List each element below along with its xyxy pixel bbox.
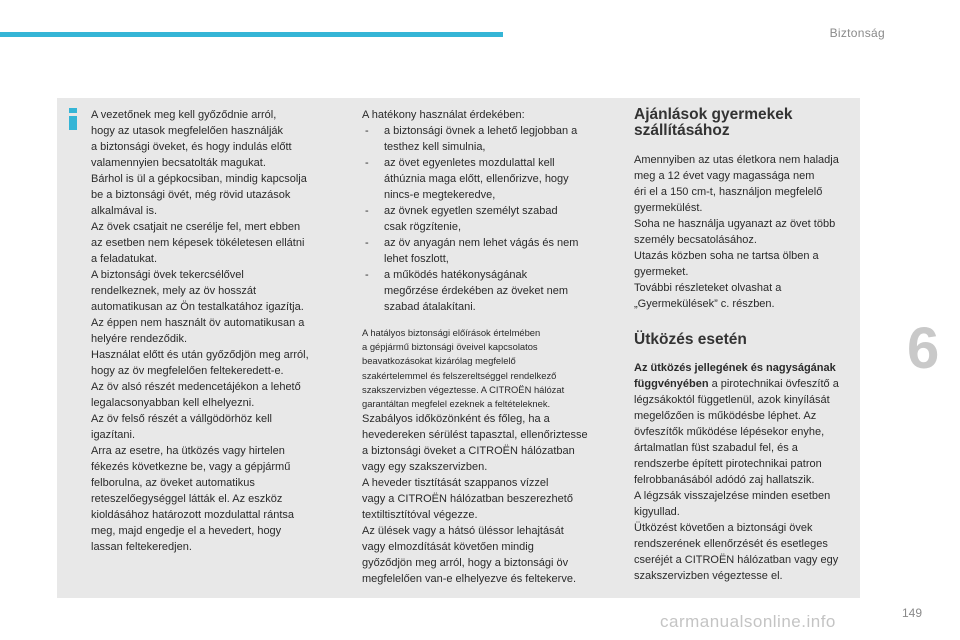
- children-heading: Ajánlások gyermekek szállításához: [634, 106, 793, 139]
- effective-use-list: [362, 123, 614, 315]
- info-icon: [63, 108, 83, 130]
- list-dash: -: [365, 125, 369, 137]
- collision-lead: Az ütközés jellegének és nagyságának függvényében: [634, 362, 836, 390]
- list-item: [362, 267, 614, 315]
- collision-text: [634, 360, 864, 584]
- watermark: carmanualsonline.info: [660, 612, 836, 631]
- list-item-text: a biztonsági övnek a lehető legjobban a testhez kell simulnia,: [384, 125, 578, 153]
- list-dash: -: [365, 205, 369, 217]
- chapter-number: 6: [907, 316, 940, 381]
- list-item: [362, 123, 614, 155]
- section-title: Biztonság: [829, 26, 885, 40]
- column-right: [634, 107, 864, 584]
- list-item: [362, 155, 614, 203]
- info-icon-dot: [69, 108, 77, 113]
- collision-heading: Ütközés esetén: [634, 331, 747, 348]
- list-item-text: az öv anyagán nem lehet vágás és nem lehet foszlott,: [384, 237, 579, 265]
- seatbelt-usage-text: A vezetőnek meg kell győződnie arról, hogy az utasok megfelelően használják a biztonsági öveket, és hogy indulás előtt valamennyien becsatolták magukat. Bárhol is ül a gépkocsiban, mindig kapcsolja be a biztonsági övét, még rövid utazások alkalmával is. Az övek csatjait ne cserélje fel, mert ebben az esetben nem képesek tökéletesen ellátni a feladatukat. A biztonsági övek tekercsélővel rendelkeznek, mely az öv hosszát automatikusan az Ön testalkatához igazítja. Az éppen nem használt öv automatikusan a helyére rendeződik. Használat előtt és után győződjön meg arról, hogy az öv megfelelően feltekeredett-e. Az öv alsó részét medencetájékon a lehető legalacsonyabban kell elhelyezni. Az öv felső részét a vállgödörhöz kell igazítani. Arra az esetre, ha ütközés vagy hirtelen fékezés következne be, vagy a gépjármű felborulna, az öveket automatikus reteszelőegységgel látták el. Az eszköz kioldásához határozott mozdulattal rántsa meg, majd engedje el a hevedert, hogy lassan feltekeredjen.: [91, 109, 309, 553]
- column-left: [91, 107, 351, 555]
- info-icon-bar: [69, 116, 77, 130]
- list-dash: -: [365, 269, 369, 281]
- accent-bar: [0, 32, 503, 37]
- list-dash: -: [365, 237, 369, 249]
- effective-use-intro: A hatékony használat érdekében:: [362, 109, 525, 121]
- regulation-note: A hatályos biztonsági előírások értelmében a gépjármű biztonsági öveivel kapcsolatos beavatkozásokat kizárólag megfelelő szakértelemmel és felszereltséggel rendelkező szakszervizben végeztesse. A CITROËN hálózat garantáltan megfelel ezeknek a feltételeknek.: [362, 327, 565, 410]
- list-item-text: az övet egyenletes mozdulattal kell áthúznia maga előtt, ellenőrizve, hogy nincs-e megtekeredve,: [384, 157, 569, 201]
- list-item-text: az övnek egyetlen személyt szabad csak rögzítenie,: [384, 205, 558, 233]
- column-middle: [362, 107, 614, 587]
- list-item: [362, 203, 614, 235]
- children-text: Amennyiben az utas életkora nem haladja meg a 12 évet vagy magassága nem éri el a 150 cm-t, használjon megfelelő gyermekülést. Soha ne használja ugyanazt az övet több személy becsatolásához. Utazás közben soha ne tartsa ölben a gyermeket. További részleteket olvashat a „Gyermekülések” c. részben.: [634, 154, 839, 310]
- list-item: [362, 235, 614, 267]
- list-item-text: a működés hatékonyságának megőrzése érdekében az öveket nem szabad átalakítani.: [384, 269, 569, 313]
- page-number: 149: [901, 606, 922, 620]
- collision-body: a pirotechnikai övfeszítő a légzsákoktól függetlenül, azok kinyílását megelőzően is működésbe léphet. Az övfeszítők működése lépésekor enyhe, ártalmatlan füst szabadul fel, és a rendszerbe épített pirotechnikai patron felrobbanásából adódó zaj hallatszik. A légzsák visszajelzése minden esetben kigyullad. Ütközést követően a biztonsági övek rendszerének ellenőrzését és esetleges cseréjét a CITROËN hálózatban vagy egy szakszervizben végeztesse el.: [634, 378, 839, 582]
- list-dash: -: [365, 157, 369, 169]
- maintenance-text: Szabályos időközönként és főleg, ha a hevedereken sérülést tapasztal, ellenőriztesse a biztonsági öveket a CITROËN hálózatban vagy egy szakszervizben. A heveder tisztítását szappanos vízzel vagy a CITROËN hálózatban beszerezhető textiltisztítóval végezze. Az ülések vagy a hátsó üléssor lehajtását vagy elmozdítását követően mindig győződjön meg arról, hogy a biztonsági öv megfelelően van-e elhelyezve és feltekerve.: [362, 413, 588, 586]
